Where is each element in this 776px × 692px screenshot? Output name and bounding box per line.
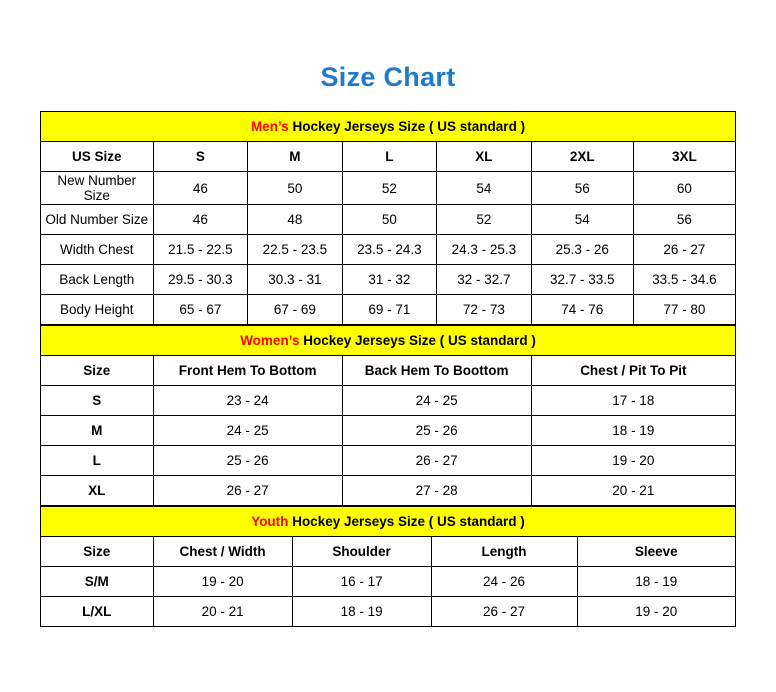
youth-header-row — [41, 537, 736, 567]
table-row — [41, 172, 736, 205]
womens-header-cell: Chest / Pit To Pit — [531, 356, 735, 386]
table-cell: 24 - 25 — [153, 416, 342, 446]
youth-header-cell: Size — [41, 537, 154, 567]
row-label: New Number Size — [41, 172, 154, 205]
row-label: L/XL — [41, 597, 154, 627]
table-cell: 52 — [437, 205, 532, 235]
table-cell: 52 — [342, 172, 437, 205]
row-label: Width Chest — [41, 235, 154, 265]
table-cell: 26 - 27 — [633, 235, 735, 265]
row-label: Old Number Size — [41, 205, 154, 235]
table-cell: 27 - 28 — [342, 476, 531, 506]
table-cell: 50 — [248, 172, 343, 205]
table-row — [41, 567, 736, 597]
table-cell: 25 - 26 — [153, 446, 342, 476]
table-row — [41, 205, 736, 235]
youth-header-cell: Shoulder — [292, 537, 431, 567]
table-cell: 18 - 19 — [531, 416, 735, 446]
table-row — [41, 476, 736, 506]
table-row — [41, 386, 736, 416]
table-cell: 22.5 - 23.5 — [248, 235, 343, 265]
table-cell: 24 - 25 — [342, 386, 531, 416]
table-row — [41, 295, 736, 325]
youth-header-cell: Chest / Width — [153, 537, 292, 567]
mens-section-accent: Men’s — [250, 119, 289, 134]
womens-header-cell: Front Hem To Bottom — [153, 356, 342, 386]
table-cell: 54 — [531, 205, 633, 235]
mens-header-cell: L — [342, 142, 437, 172]
table-cell: 23 - 24 — [153, 386, 342, 416]
table-cell: 18 - 19 — [577, 567, 735, 597]
table-cell: 23.5 - 24.3 — [342, 235, 437, 265]
youth-section-title — [41, 507, 736, 537]
mens-section-header-row — [41, 112, 736, 142]
table-cell: 19 - 20 — [153, 567, 292, 597]
mens-header-cell: US Size — [41, 142, 154, 172]
mens-section-rest: Hockey Jerseys Size ( US standard ) — [288, 119, 526, 134]
womens-section-header-row — [41, 326, 736, 356]
table-row — [41, 446, 736, 476]
table-cell: 25.3 - 26 — [531, 235, 633, 265]
table-cell: 56 — [633, 205, 735, 235]
womens-section-title — [41, 326, 736, 356]
mens-header-row — [41, 142, 736, 172]
table-cell: 46 — [153, 172, 248, 205]
table-cell: 30.3 - 31 — [248, 265, 343, 295]
table-cell: 20 - 21 — [531, 476, 735, 506]
table-cell: 77 - 80 — [633, 295, 735, 325]
youth-header-cell: Sleeve — [577, 537, 735, 567]
row-label: L — [41, 446, 154, 476]
table-cell: 74 - 76 — [531, 295, 633, 325]
womens-header-cell: Size — [41, 356, 154, 386]
womens-section-rest: Hockey Jerseys Size ( US standard ) — [299, 333, 536, 348]
size-chart-tables — [40, 111, 736, 627]
table-cell: 29.5 - 30.3 — [153, 265, 248, 295]
table-cell: 31 - 32 — [342, 265, 437, 295]
womens-size-table — [40, 325, 736, 506]
table-cell: 50 — [342, 205, 437, 235]
table-cell: 19 - 20 — [577, 597, 735, 627]
table-cell: 26 - 27 — [153, 476, 342, 506]
table-cell: 56 — [531, 172, 633, 205]
page-title: Size Chart — [320, 62, 456, 92]
table-row — [41, 597, 736, 627]
table-cell: 21.5 - 22.5 — [153, 235, 248, 265]
mens-header-cell: S — [153, 142, 248, 172]
table-row — [41, 416, 736, 446]
table-row — [41, 265, 736, 295]
table-cell: 16 - 17 — [292, 567, 431, 597]
youth-header-cell: Length — [431, 537, 577, 567]
table-cell: 69 - 71 — [342, 295, 437, 325]
row-label: XL — [41, 476, 154, 506]
table-cell: 33.5 - 34.6 — [633, 265, 735, 295]
youth-section-accent: Youth — [251, 514, 289, 529]
table-cell: 26 - 27 — [431, 597, 577, 627]
table-cell: 32.7 - 33.5 — [531, 265, 633, 295]
womens-header-row — [41, 356, 736, 386]
table-cell: 54 — [437, 172, 532, 205]
table-cell: 67 - 69 — [248, 295, 343, 325]
youth-section-rest: Hockey Jerseys Size ( US standard ) — [288, 514, 525, 529]
youth-size-table — [40, 506, 736, 627]
row-label: S/M — [41, 567, 154, 597]
womens-section-accent: Women’s — [240, 333, 300, 348]
youth-section-header-row — [41, 507, 736, 537]
row-label: Back Length — [41, 265, 154, 295]
mens-header-cell: M — [248, 142, 343, 172]
row-label: Body Height — [41, 295, 154, 325]
row-label: S — [41, 386, 154, 416]
table-cell: 19 - 20 — [531, 446, 735, 476]
table-cell: 17 - 18 — [531, 386, 735, 416]
table-row — [41, 235, 736, 265]
mens-header-cell: 2XL — [531, 142, 633, 172]
table-cell: 18 - 19 — [292, 597, 431, 627]
table-cell: 72 - 73 — [437, 295, 532, 325]
table-cell: 25 - 26 — [342, 416, 531, 446]
table-cell: 60 — [633, 172, 735, 205]
mens-header-cell: XL — [437, 142, 532, 172]
table-cell: 24 - 26 — [431, 567, 577, 597]
table-cell: 24.3 - 25.3 — [437, 235, 532, 265]
table-cell: 46 — [153, 205, 248, 235]
mens-size-table — [40, 111, 736, 325]
womens-header-cell: Back Hem To Boottom — [342, 356, 531, 386]
table-cell: 20 - 21 — [153, 597, 292, 627]
table-cell: 48 — [248, 205, 343, 235]
mens-section-title — [41, 112, 736, 142]
row-label: M — [41, 416, 154, 446]
table-cell: 65 - 67 — [153, 295, 248, 325]
mens-header-cell: 3XL — [633, 142, 735, 172]
table-cell: 26 - 27 — [342, 446, 531, 476]
table-cell: 32 - 32.7 — [437, 265, 532, 295]
